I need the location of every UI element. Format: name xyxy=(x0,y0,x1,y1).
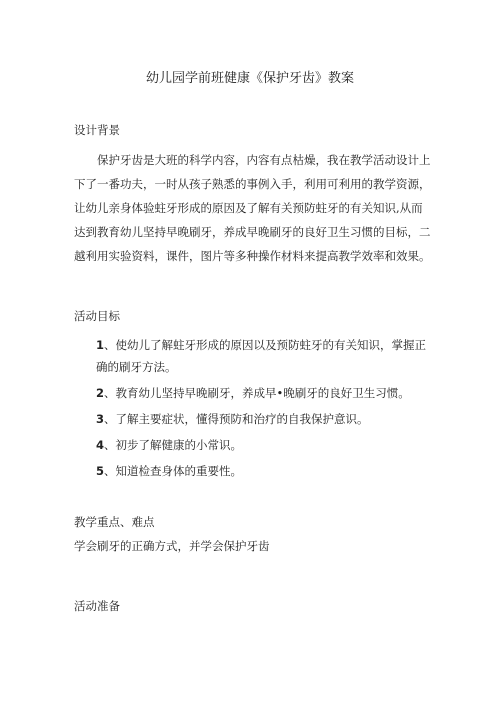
goal-item: 4、初步了解健康的小常识。 xyxy=(96,438,243,452)
goal-item: 2、教育幼儿坚持早晚刷牙，养成早•晚刷牙的良好卫生习惯。 xyxy=(96,386,410,400)
document-title: 幼儿园学前班健康《保护牙齿》教案 xyxy=(145,71,354,86)
goal-item: 3、了解主要症状，懂得预防和治疗的自我保护意识。 xyxy=(96,412,369,426)
key-points-paragraph: 学会刷牙的正确方式，并学会保护牙齿 xyxy=(74,539,270,553)
document-body xyxy=(74,118,434,618)
section-heading-goals: 活动目标 xyxy=(74,309,120,323)
section-heading-key-points: 教学重点、难点 xyxy=(74,515,155,529)
section-heading-preparation: 活动准备 xyxy=(74,599,120,613)
goal-item: 5、知道检查身体的重要性。 xyxy=(96,464,243,478)
goal-item: 1、使幼儿了解蛀牙形成的原因以及预防蛀牙的有关知识，掌握正确的刷牙方法。 xyxy=(96,338,427,374)
background-paragraph: 保护牙齿是大班的科学内容，内容有点枯燥，我在教学活动设计上下了一番功夫，一时从孩子熟悉的事例入手，利用可利用的教学资源，让幼儿亲身体验蛀牙形成的原因及了解有关预防蛀牙的有关知识,从而达到教育幼儿坚持早晚刷牙，养成早晚刷牙的良好卫生习惯的目标，二越利用实验资料，课件，图片等多种操作材料来提高教学效率和效果。 xyxy=(74,153,431,263)
section-heading-background: 设计背景 xyxy=(74,123,120,137)
